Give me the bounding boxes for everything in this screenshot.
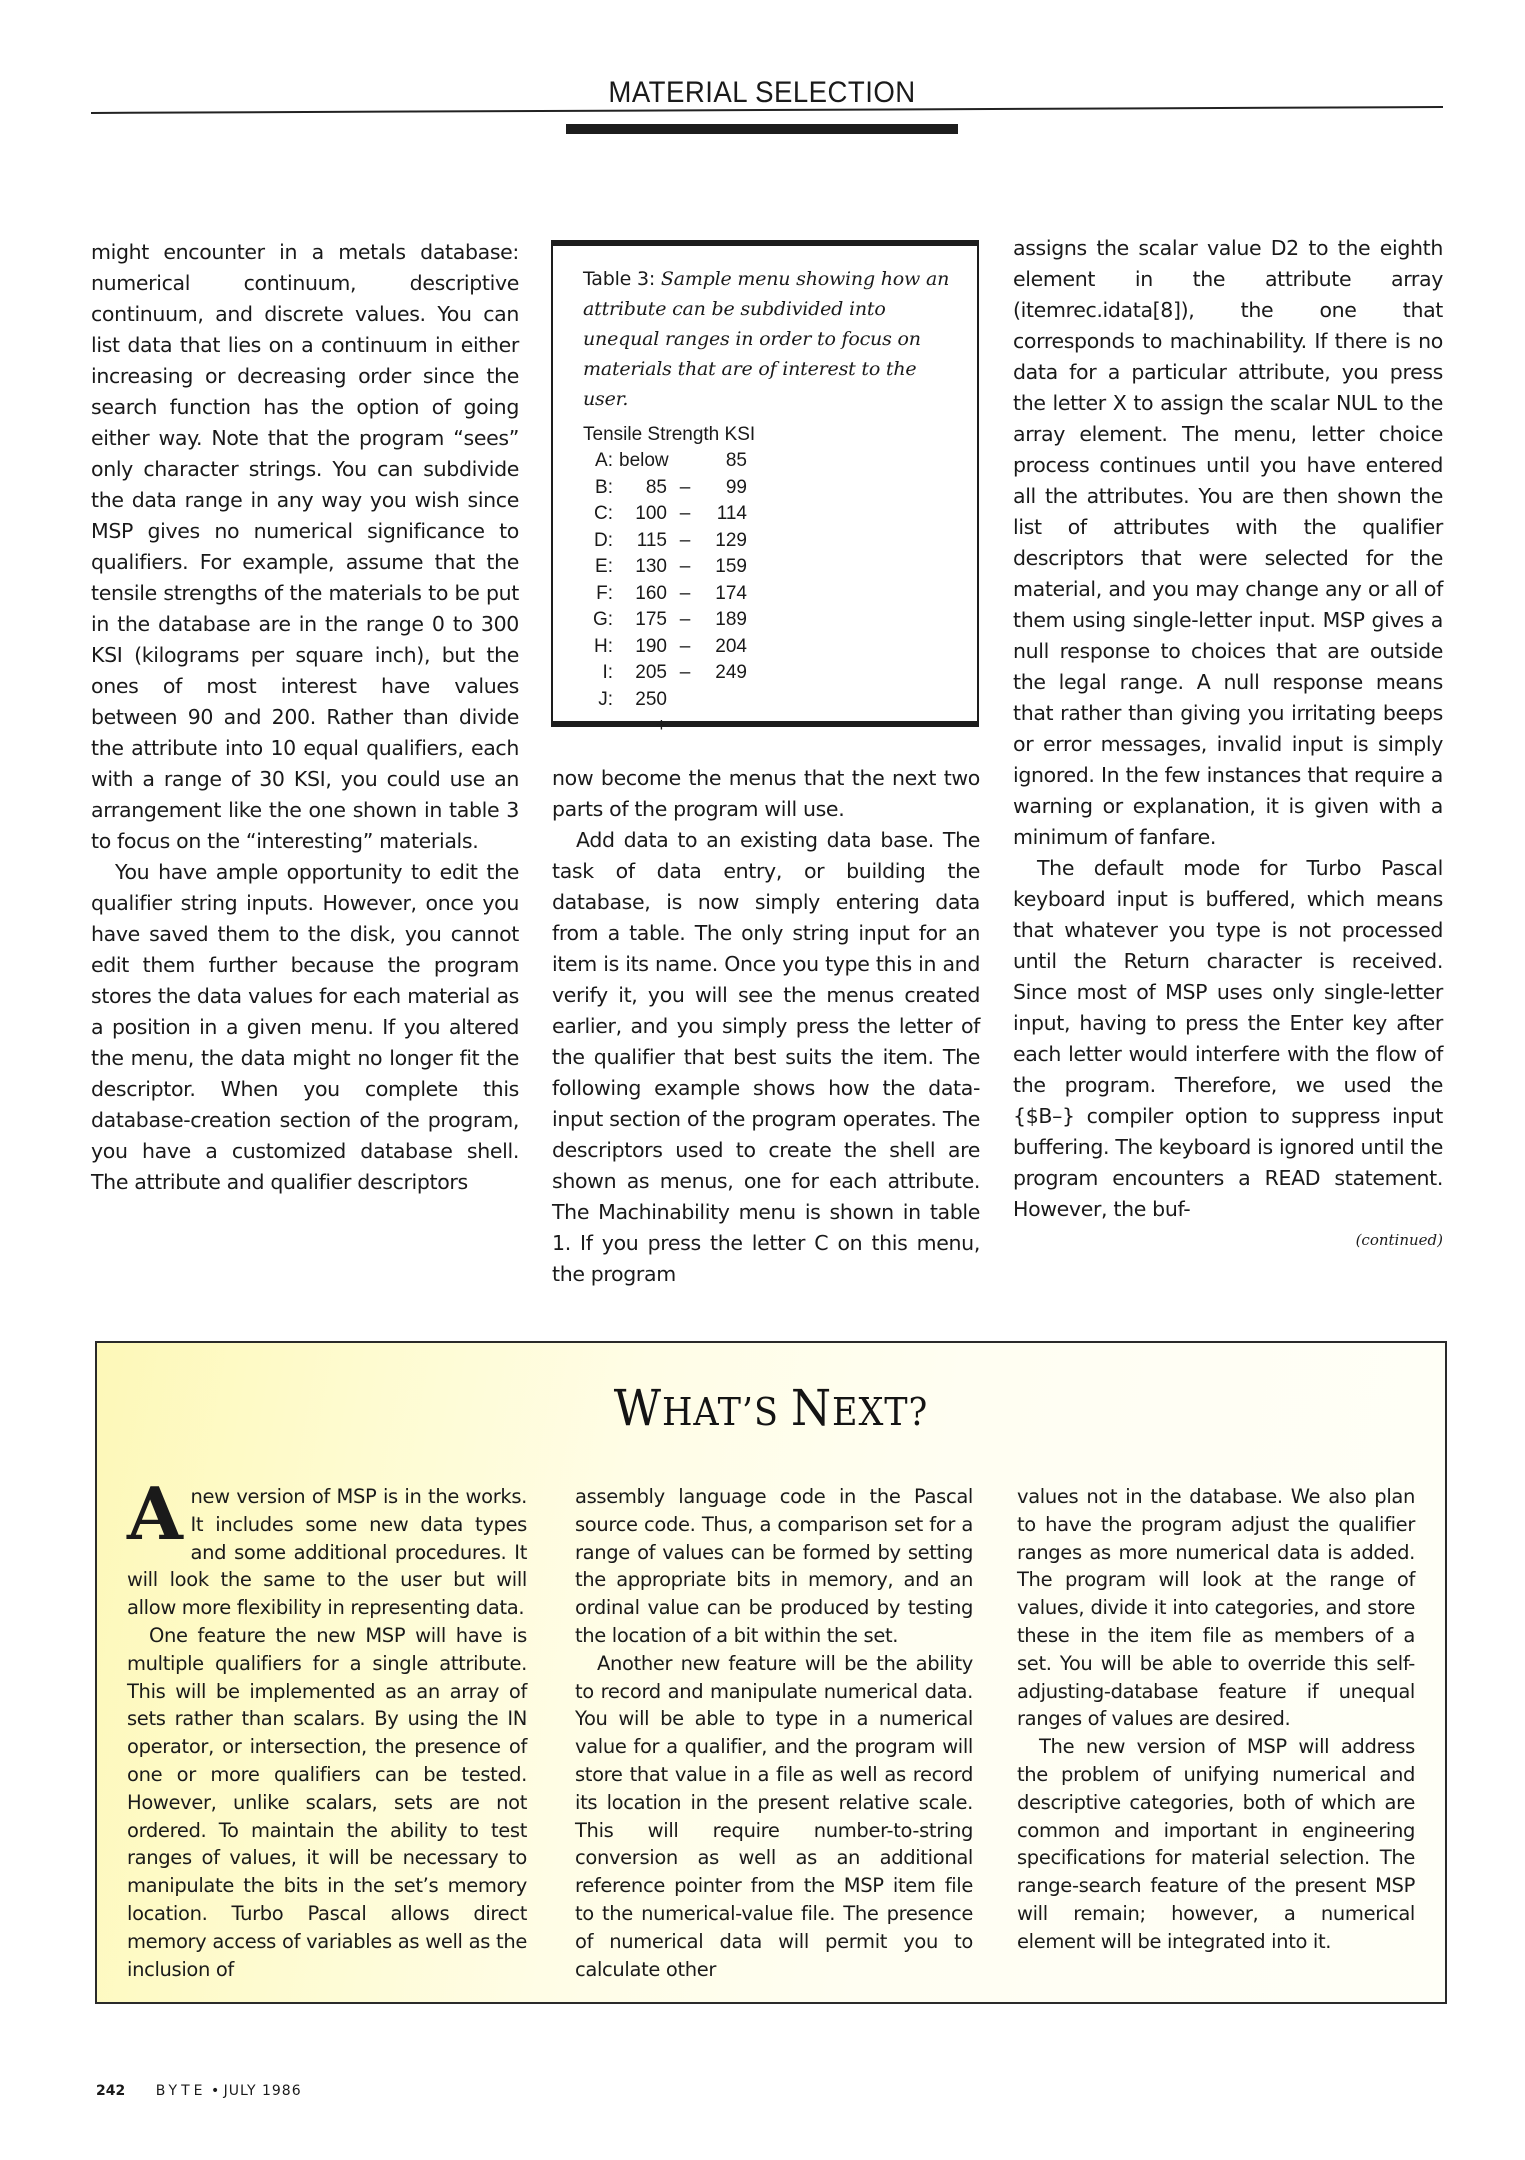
range-high: 159 [715,556,747,577]
range-row-e [583,554,957,581]
table-3-box [551,240,979,736]
range-high: 189 [715,609,747,630]
range-letter: B: [595,476,613,498]
range-dash: – [679,503,691,524]
continued-label: (continued) [1355,1231,1443,1249]
range-low: 85 [645,476,667,498]
range-high: 99 [725,476,747,498]
range-letter: F: [596,582,613,604]
paragraph: You have ample opportunity to edit the qualifier string inputs. However, once you have saved them to the disk, you cannot edit them further because the program stores the data values for each material as a position in a given menu. If you altered the menu, the data might no longer fit the descriptor. When you complete this database-creation section of the program, you have a customized database shell. The attribute and qualifier descriptors [91,860,519,1194]
range-row-f [583,581,957,608]
sidebar-column-2 [575,1483,973,1983]
range-high: 129 [715,529,747,551]
paragraph: Add data to an existing data base. The task of data entry, or building the database, is now simply entering data from a table. The only string input for an item is its name. Once you type this in and verify it, you will see the menus created earlier, and you simply press the letter of the qualifier that best suits the item. The following example shows how the data-input section of the program operates. The descriptors used to create the shell are shown as menus, one for each attribute. The Machinability menu is shown in table 1. If you press the letter C on this menu, the program [552,828,980,1286]
table-label: Table 3: [583,268,656,290]
range-row-a [583,448,957,475]
running-head [0,76,1525,110]
title-smallcaps: EXT? [832,1390,929,1434]
paragraph: One feature the new MSP will have is multiple qualifiers for a single attribute. This will be implemented as an array of sets rather than scalars. By using the IN operator, or intersection, the presence of one or more qualifiers can be tested. However, unlike scalars, sets are not ordered. To maintain the ability to test ranges of values, it will be necessary to manipulate the bits in the set’s memory location. Turbo Pascal allows direct memory access of variables as well as the inclusion of [127,1623,527,1981]
range-high: 114 [716,503,747,524]
range-list [583,448,957,740]
article-column-1 [91,237,519,1198]
range-row-d [583,528,957,555]
article-column-2 [552,763,980,1290]
paragraph: Another new feature will be the ability to record and manipulate numerical data. You will be able to type in a numerical value for a qualifier, and the program will store that value in a file as well as record its location in the present relative scale. This will require number-to-string conversion as well as an additional reference pointer from the MSP item file to the numerical-value file. The presence of numerical data will permit you to calculate other [575,1651,973,1981]
range-dash: – [679,609,691,630]
range-low: 115 [636,529,667,551]
paragraph [127,1471,527,1622]
range-letter: J: [598,688,613,710]
range-row-h [583,634,957,661]
range-dash: – [679,662,691,683]
range-row-b [583,475,957,502]
range-row-c [583,501,957,528]
whats-next-sidebar [95,1341,1447,2004]
title-cap: N [790,1379,833,1437]
range-high: 174 [715,582,747,604]
range-low: 175 [635,609,667,630]
issue-date: JULY 1986 [223,2083,302,2099]
table-caption [583,264,957,414]
range-letter: H: [594,635,613,657]
range-low: 190 [635,635,667,657]
range-high [703,687,747,740]
drop-cap: A [127,1471,183,1556]
table-caption-text: Sample menu showing how an attribute can be subdivided into unequal ranges in order to focus on materials that are of interest to the user. [583,268,950,410]
table-heading: Tensile Strength KSI [583,424,756,445]
article-column-3 [1013,233,1443,1251]
range-low: 250 + [635,688,667,736]
sidebar-title [151,1379,1391,1437]
range-dash: – [679,529,691,551]
publication-name: BYTE [155,2083,207,2099]
paragraph: now become the menus that the next two parts of the program will use. [552,766,980,821]
range-letter: E: [595,556,613,577]
range-row-g [583,607,957,634]
paragraph: values not in the database. We also plan to have the program adjust the qualifier ranges as more numerical data is added. The program will look at the range of values, divide it into categories, and store these in the item file as members of a set. You will be able to override this self-adjusting-database feature if unequal ranges of values are desired. [1017,1485,1415,1731]
range-low: 100 [635,503,667,524]
title-smallcaps: HAT’S [662,1390,791,1434]
range-dash [667,687,703,740]
range-row-j [583,687,957,740]
range-dash: – [679,635,691,657]
title-cap: W [613,1379,663,1437]
range-row-i [583,660,957,687]
range-low: 160 [635,582,667,604]
range-letter: D: [594,529,613,551]
range-dash: – [679,582,691,604]
paragraph: might encounter in a metals database: numerical continuum, descriptive continuum, and discrete values. You can list data that lies on a continuum in either increasing or decreasing order since the search function has the option of going either way. Note that the program “sees” only character strings. You can subdivide the data range in any way you wish since MSP gives no numerical significance to qualifiers. For example, assume that the tensile strengths of the materials to be put in the database are in the range 0 to 300 KSI (kilograms per square inch), but the ones of most interest have values between 90 and 200. Rather than divide the attribute into 10 equal qualifiers, each with a range of 30 KSI, you could use an arrangement like the one shown in table 3 to focus on the “interesting” materials. [91,240,519,853]
range-high: 204 [715,635,747,657]
page-footer [96,2083,302,2099]
sidebar-column-1 [127,1471,527,1983]
section-title: MATERIAL SELECTION [608,76,917,109]
page-number: 242 [96,2083,126,2099]
range-dash: – [679,476,691,498]
paragraph: The new version of MSP will address the problem of unifying numerical and descriptive categories, both of which are common and important in engineering specifications for material selection. The range-search feature of the present MSP will remain; however, a numerical element will be integrated into it. [1017,1735,1415,1953]
paragraph: The default mode for Turbo Pascal keyboard input is buffered, which means that whatever you type is not processed until the Return character is received. Since most of MSP uses only single-letter input, having to press the Enter key after each letter would interfere with the flow of the program. Therefore, we used the {$B–} compiler option to suppress input buffering. The keyboard is ignored until the program encounters a READ statement. However, the buf- [1013,856,1443,1221]
range-low: below [619,450,669,471]
range-letter: I: [602,662,613,683]
range-dash: – [679,556,691,577]
paragraph-text: new version of MSP is in the works. It includes some new data types and some additional procedures. It will look the same to the user but will allow more flexibility in representing data. [127,1485,527,1620]
paragraph: assigns the scalar value D2 to the eighth element in the attribute array (itemrec.idata[8]), the one that corresponds to machinability. If there is no data for a particular attribute, you press the letter X to assign the scalar NUL to the array element. The menu, letter choice process continues until you have entered all the attributes. You are then shown the list of attributes with the qualifier descriptors that were selected for the material, and you may change any or all of them using single-letter input. MSP gives a null response to choices that are outside the legal range. A null response means that rather than giving you irritating beeps or error messages, invalid input is simply ignored. In the few instances that require a warning or explanation, it is given with a minimum of fanfare. [1013,236,1443,849]
footer-separator: • [210,2083,220,2099]
range-high: 249 [715,662,747,683]
range-high: 85 [725,450,747,471]
header-bar [566,124,958,134]
range-dash [667,448,703,475]
range-letter: C: [594,503,613,524]
range-letter: G: [592,609,613,630]
range-low: 130 [635,556,667,577]
range-letter: A: [595,450,613,471]
range-low: 205 [635,662,667,683]
paragraph: assembly language code in the Pascal source code. Thus, a comparison set for a range of values can be formed by setting the appropriate bits in memory, and an ordinal value can be produced by testing the location of a bit within the set. [575,1485,973,1647]
sidebar-column-3 [1017,1483,1415,1956]
